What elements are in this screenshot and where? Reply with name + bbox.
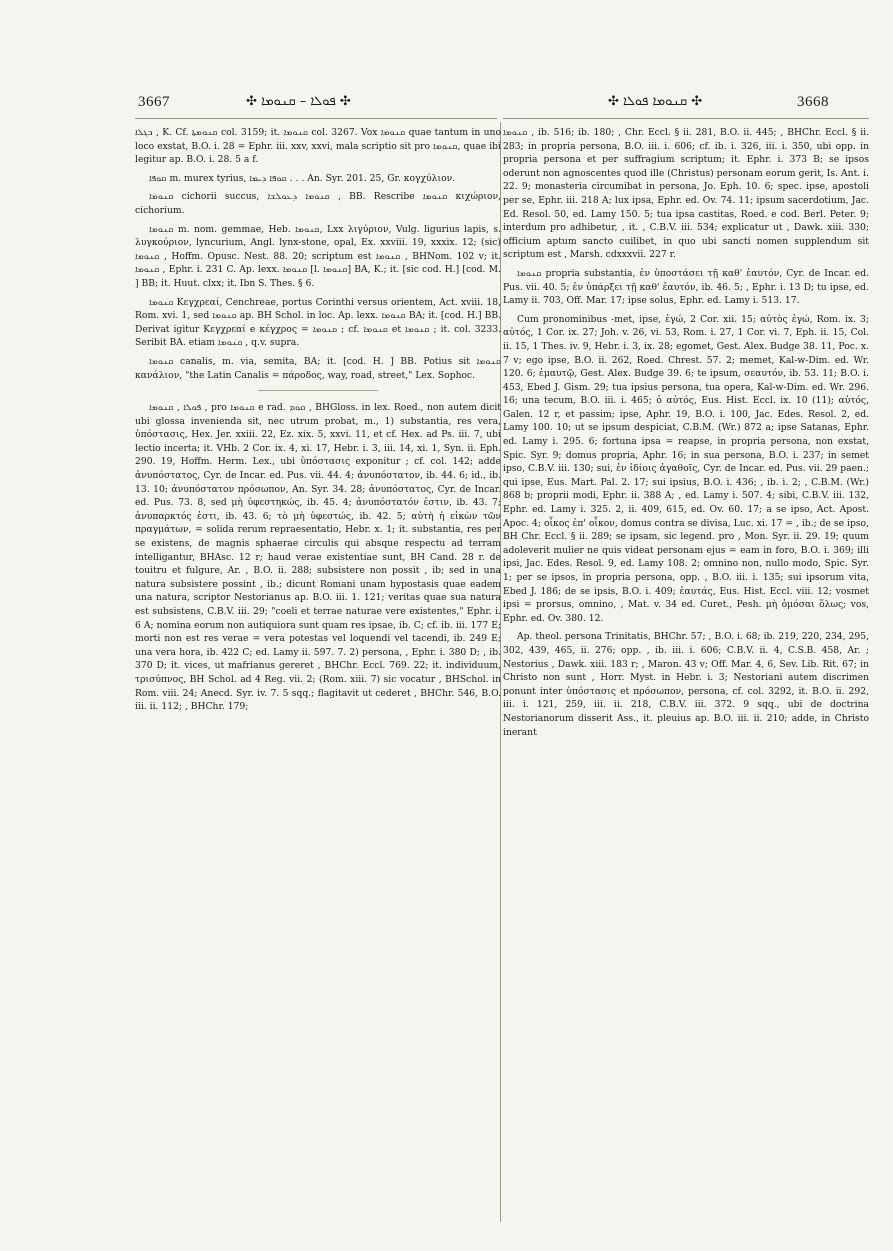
entry-paragraph: ܩܢܘܡܐ , ib. 516; ib. 180; , Chr. Eccl. § ii. 281, B.O. ii. 445; , BHChr. Eccl. § ii. 283; in propria persona, B.O. iii. i. 606; cf. ib. i. 326, iii. i. 350, ubi opp. in propria persona et per suffragium scriptum; it. Ephr. i. 373 B; se ipsos oderunt non agnoscentes quod ille (Christus) personam eorum gerit, Is. Ant. i. 22. 9; monasteria circumibat in persona, Jo. Eph. 10. 6; spec. ipse, apostoli per se, Ephr. iii. 218 A; lux ipsa, Ephr. ed. Ov. 74. 11; ipsum sacerdotium, Jac. Ed. Resol. 50, ed. Lamy 150. 5; tua ipsa castitas, Roed. e cod. Berl. Peter. 9; interdum pro adhibetur, , it. , C.B.V. iii. 534; explicatur ut , Dawk. xiii. 330; officium aptum sancto cuilibet, in quo ubi sancti nomen supplendum sit scriptum est , Marsh. cdxxxvii. 227 r. <box>503 127 869 261</box>
entry-paragraph: Cum pronominibus -met, ipse, ἐγώ, 2 Cor. xii. 15; αὐτὸς ἐγώ, Rom. ix. 3; αὐτός, 1 Cor. ix. 27; Joh. v. 26, vi. 53, Rom. i. 27, 1 Cor. vi. 7, Eph. ii. 15, Col. ii. 15, 1 Thes. iv. 9, Hebr. i. 3, ix. 28; egomet, Gest. Alex. Budge 38. 11, Poc. x. 7 v; ego ipse, B.O. ii. 262, Roed. Chrest. 57. 2; memet, Kal-w-Dim. ed. Wr. 120. 6; ἐμαυτῷ, Gest. Alex. Budge 39. 6; te ipsum, σεαυτόν, ib. 53. 11; B.O. i. 453, Ebed J. Gism. 29; tua ipsius persona, tua opera, Kal-w-Dim. ed. Wr. 296. 16; una tecum, B.O. iii. i. 465; ὁ αὐτός, Eus. Hist. Eccl. ix. 10 (11); αὐτός, Galen. 12 r, et passim; ipse, Aphr. 19, B.O. i. 100, Jac. Edes. Resol. 2, ed. Lamy 100. 10; ut se ipsum despiciat, C.B.M. (Wr.) 872 a; ipse Satanas, Ephr. ed. Lamy i. 295. 6; fortuna ipsa = reapse, in propria persona, non exstat, Spic. Syr. 9; domus propria, Aphr. 16; in sua persona, B.O. i. 237; in semet ipso, C.B.V. iii. 130; sui, ἐν ἰδίοις ἀγαθοῖς, Cyr. de Incar. ed. Pus. vii. 29 paen.; qui ipse, Eus. Mart. Pal. 2. 17; sui ipsius, B.O. i. 436; , ib. i. 2; , C.B.M. (Wr.) 868 b; proprii modi, Ephr. ii. 388 A; , ed. Lamy i. 507. 4; sibi, C.B.V. iii. 132, Ephr. ed. Lamy i. 325. 2, ii. 409, 615, ed. Ov. 60. 17; a se ipso, Act. Apost. Apoc. 4; οἶκος ἐπ' οἶκον, domus contra se divisa, Luc. xi. 17 = , ib.; de se ipso, BH Chr. Eccl. § ii. 289; se ipsam, sic legend. pro , Mon. Syr. ii. 29. 19; quum adoleverit mulier ne quis videat personam ejus = eam in foro, B.O. i. 369; illi ipsi, Jac. Edes. Resol. 9, ed. Lamy 108. 2; omnino non, nullo modo, Spic. Syr. 1; per se ipsos, in propria persona, opp. , B.O. iii. i. 135; sui ipsorum vita, Ebed J. 186; de se ipsis, B.O. i. 409; ἑαυτάς, Eus. Hist. Eccl. viii. 12; vosmet ipsi = prorsus, omnino, , Mat. v. 34 ed. Curet., Pesh. μὴ ὀμόσαι ὅλως; vos, Ephr. ed. Ov. 380. 12. <box>503 313 869 624</box>
entry-paragraph: ܩܢܘܡܐ propria substantia, ἐν ὑποστάσει τῇ καθ' ἑαυτόν, Cyr. de Incar. ed. Pus. vii. 40. 5; ἐν ὑπάρξει τῇ καθ' ἑαυτόν, ib. 46. 5; , Ephr. i. 13 D; tu ipse, ed. Lamy ii. 703, Off. Mar. 17; ipse solus, Ephr. ed. Lamy i. 513. 17. <box>503 267 869 307</box>
entry-paragraph: Ap. theol. persona Trinitatis, BHChr. 57; , B.O. i. 68; ib. 219, 220, 234, 295, 302, 439, 465, ii. 276; opp. , ib. iii. i. 606; C.B.V. ii. 4, C.S.B. 458, Ar. ; Nestorius , Dawk. xiii. 183 r; , Maron. 43 v; Off. Mar. 4, 6, Sev. Lib. Rit. 67; in Christo non sunt , Horr. Myst. in Hebr. i. 3; Nestoriani autem discrimen ponunt inter ὑπόστασις et πρόσωπον, persona, cf. col. 3292, it. B.O. ii. 292, iii. i. 121, 259, iii. ii. 218, C.B.V. iii. 372. 9 sqq., ubi de doctrina Nestorianorum disserit Ass., it. pleuius ap. B.O. iii. ii. 210; adde, in Christo inerant <box>503 631 869 738</box>
page-header <box>0 90 893 116</box>
left-column <box>135 126 501 1226</box>
entry-paragraph: ܩܢܘܡܐ cichorii succus, ܩܢܘܡܐ ܕܥܘܠܫܐ , BB. Rescribe ܩܢܘܡܐ κιχώριον, cichorium. <box>135 191 501 216</box>
entry-paragraph: ܦܘܠܐ , ܩܢܘܡܐ , pro ܩܢܘܡܐ e rad. ܩܘܡ , BHGloss. in lex. Roed., non autem dicit ubi glossa invenienda sit, nec utrum probat, m., 1) substantia, res vera, ὑπόστασις, Hex. Jer. xxiii. 22, Ez. xix. 5, xxvi. 11, et cf. Hex. ad Ps. iii. 7, ubi lectio incerta; it. VHb. 2 Cor. ix. 4, xi. 17, Hebr. i. 3, iii. 14, xi. 1, Syn. ii. Eph. 290. 19, Hoffm. Herm. Lex., ubi ὑπόστασις exponitur ; cf. col. 142; adde ἀνυπόστατος, Cyr. de Incar. ed. Pus. vii. 44. 4; ἀνυπόστατον, ib. 44. 6; id., ib. 13. 10; ἀνυπόστατον πρόσωπον, An. Syr. 34. 28; ἀνυπόστατος, Cyr. de Incar. ed. Pus. 73. 8, sed μὴ ὑφεστηκώς, ib. 45. 4; ἀνυπόστατόν ἐστιν, ib. 43. 7; ἀνυπαρκτός ἐστι, ib. 43. 6; τὸ μὴ ὑφεστώς, ib. 42. 5; αὐτὴ ἡ εἰκὼν τῶν πραγμάτων, = solida rerum repraesentatio, Hebr. x. 1; it. substantia, res per se existens, de magnis sphaerae circulis qui absque respectu ad terram intelligantur, BHAsc. 12 r; haud verae existentiae sunt, BH Cand. 28 r. de touitru et fulgure, Ar. , B.O. ii. 288; subsistere non possit , ib; sed in una natura subsistere possint , ib.; dicunt Romani unam hypostasis quae eadem una natura, scriptor Nestorianus ap. B.O. iii. 1. 121; veritas quae sua natura est subsistens, C.B.V. iii. 29; "coeli et terrae naturae vere existentes," Ephr. i. 6 A; nomina eorum non autiquiora sunt quam res ipsae, ib. C; cf. ib. iii. 177 E; morti non est res verae = vera potestas vel loquendi vel tacendi, ib. 249 E; una vera hora, ib. 422 C; ed. Lamy ii. 597. 7. 2) persona, , Ephr. i. 380 D; , ib. 370 D; it. vices, ut mafrianus gereret , BHChr. Eccl. 769. 22; it. individuum, τρισύπνος, BH Schol. ad 4 Reg. vii. 2; (Rom. xiii. 7) sic vocatur , BHSchol. in Rom. viii. 24; Anecd. Syr. iv. 7. 5 sqq.; flagitavit ut cederet , BHChr. 546, B.O. iii. ii. 112; , BHChr. 179; <box>135 402 501 713</box>
entry-paragraph: ܩܢܘܡܐ Κεγχρεαί, Cenchreae, portus Corinthi versus orientem, Act. xviii. 18, Rom. xvi. 1, sed ܩܢܘܡܐ ap. BH Schol. in loc. Ap. lexx. ܩܢܘܡܐ BA; it. [cod. H.] BB. Derivat igitur Κεγχρεαί e κέγχρος = ܩܢܘܡܐ ; cf. ܩܢܘܡܐ et ܩܢܘܡܐ ; it. col. 3233. Seribit BA. etiam ܩܢܘܡܐ , q.v. supra. <box>135 296 501 349</box>
entry-paragraph: ܩܢܘܡܐ m. nom. gemmae, Heb. ܩܢܘܡܐ, Lxx λιγύριον, Vulg. ligurius lapis, s. λυγκούριον, lyncurium, Angl. lynx-stone, opal, Ex. xxviii. 19, xxxix. 12; (sic) ܩܢܘܡܐ , Hoffm. Opusc. Nest. 88. 20; scriptum est ܩܢܘܡܐ , BHNom. 102 v; it. ܩܢܘܡܐ , Ephr. i. 231 C. Ap. lexx. ܩܢܘܡܐ [l. ܩܢܘܡܐ] BA, K.; it. [sic cod. H.] [cod. M. ] BB; it. Huut. clxx; it. Ibn S. Thes. § 6. <box>135 223 501 289</box>
running-head-left: ✣ ܦܘܠܐ – ܩܢܘܡܐ ✣ <box>246 94 351 109</box>
entry-separator <box>258 390 378 391</box>
header-rule-right <box>503 118 869 119</box>
running-head-right: ✣ ܩܢܘܡܐ ܦܘܠܐ ✣ <box>608 94 703 109</box>
header-rule-left <box>135 118 497 119</box>
page-number-left: 3667 <box>138 94 170 110</box>
entry-paragraph: ܒܓܠܐ , K. Cf. ܩܢܘܡܬܐ col. 3159; it. ܩܢܘܡܐ col. 3267. Vox ܩܢܘܡܐ quae tantum in uno loco exstat, B.O. i. 28 = Ephr. iii. xxv, xxvi, mala scriptio sit pro ܩܢܘܡܐ, quae ibi legitur ap. B.O. i. 28. 5 a f. <box>135 127 501 166</box>
entry-paragraph: ܩܘܦܐ m. murex tyrius, ܩܘܦܐ ܕܝܡܐ . . . An. Syr. 201. 25, Gr. κογχύλιον. <box>149 172 456 184</box>
entry-paragraph: ܩܢܘܡܐ canalis, m. via, semita, BA; it. [cod. H. ] BB. Potius sit ܩܢܘܡܐ κανάλιον, "the Latin Canalis = πάροδος, way, road, street," Lex. Sophoc. <box>135 355 501 381</box>
page-number-right: 3668 <box>797 94 829 110</box>
right-column <box>503 126 869 1226</box>
